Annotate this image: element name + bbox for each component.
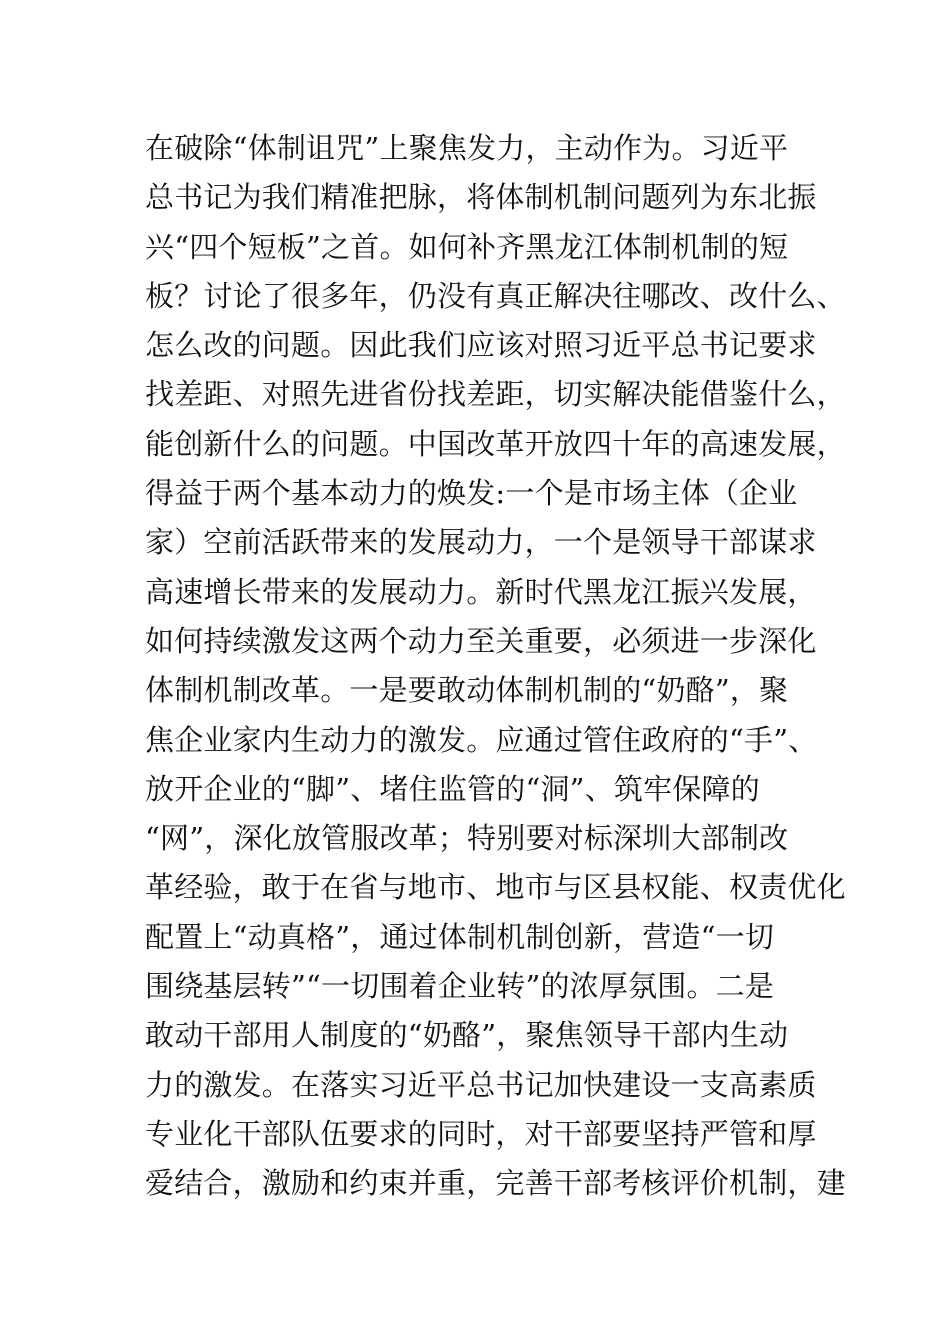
text-line: 兴“四个短板”之首。如何补齐黑龙江体制机制的短 [145,229,789,264]
text-line: 爱结合，激励和约束并重，完善干部考核评价机制，建 [145,1166,846,1201]
text-line: 在破除“体制诅咒”上聚焦发力，主动作为。习近平 [145,131,789,165]
text-line: 家）空前活跃带来的发展动力，一个是领导干部谋求 [145,525,817,560]
text-line: 专业化干部队伍要求的同时，对干部要坚持严管和厚 [145,1116,817,1151]
text-line: 总书记为我们精准把脉，将体制机制问题列为东北振 [145,180,817,215]
text-line: 体制机制改革。一是要敢动体制机制的“奶酪”，聚 [145,673,789,708]
text-line: 如何持续激发这两个动力至关重要，必须进一步深化 [145,623,817,658]
text-line: 得益于两个基本动力的焕发:一个是市场主体（企业 [145,476,798,511]
text-line: 敢动干部用人制度的“奶酪”，聚焦领导干部内生动 [145,1018,789,1053]
text-line: 焦企业家内生动力的激发。应通过管住政府的“手”、 [145,722,818,757]
text-line: 高速增长带来的发展动力。新时代黑龙江振兴发展， [145,574,817,609]
text-line: 找差距、对照先进省份找差距，切实解决能借鉴什么， [145,377,846,412]
text-line: 放开企业的“脚”、堵住监管的“洞”、筑牢保障的 [145,771,760,806]
text-line: 板？讨论了很多年，仍没有真正解决往哪改、改什么、 [145,278,846,313]
text-line: 力的激发。在落实习近平总书记加快建设一支高素质 [145,1067,817,1102]
body-paragraph [145,124,845,1209]
text-line: 怎么改的问题。因此我们应该对照习近平总书记要求 [145,328,817,363]
text-line: 革经验，敢于在省与地市、地市与区县权能、权责优化 [145,870,846,905]
text-line: “网”，深化放管服改革；特别要对标深圳大部制改 [145,821,789,856]
text-line: 围绕基层转”“一切围着企业转”的浓厚氛围。二是 [145,969,775,1004]
text-line: 能创新什么的问题。中国改革开放四十年的高速发展， [145,426,846,461]
text-line: 配置上“动真格”，通过体制机制创新，营造“一切 [145,919,775,954]
